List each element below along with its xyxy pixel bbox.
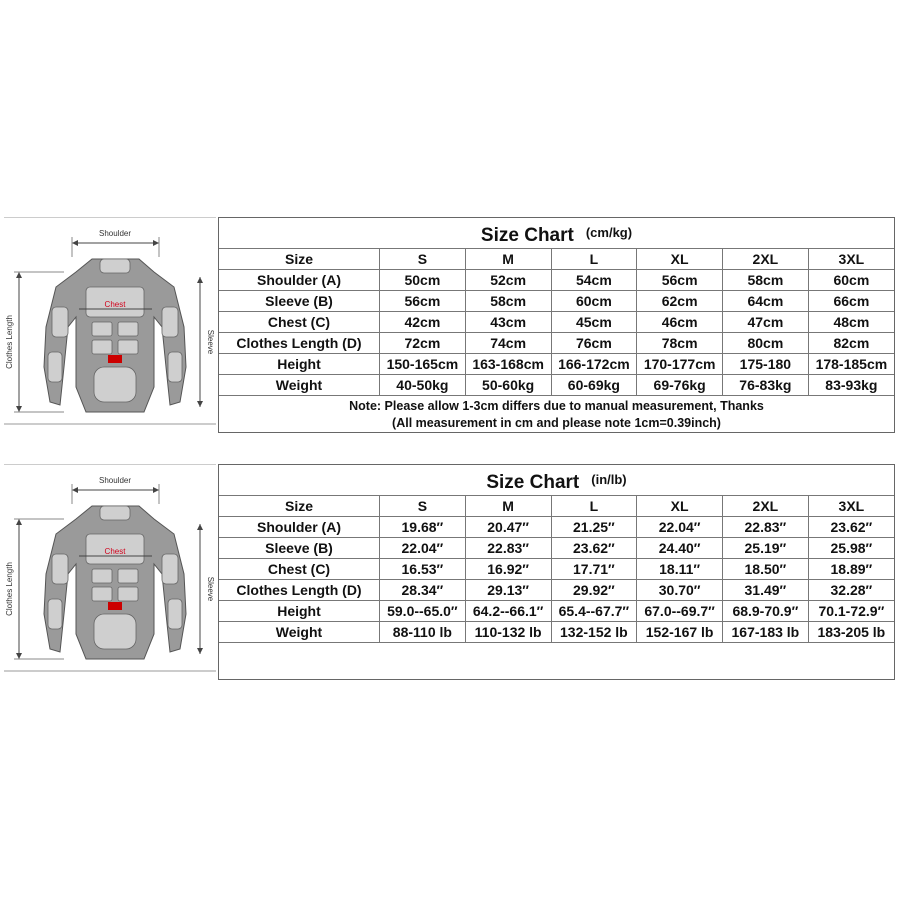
size-block-cm bbox=[0, 213, 900, 435]
chart-title-row bbox=[219, 465, 894, 495]
table-cell: 29.13″ bbox=[465, 580, 551, 601]
jacket-figure-cm bbox=[4, 217, 216, 429]
table-cell: 62cm bbox=[637, 291, 723, 312]
header-cell: Size bbox=[219, 496, 380, 517]
note-line-1: Note: Please allow 1-3cm differs due to manual measurement, Thanks bbox=[349, 399, 764, 413]
logo-badge bbox=[108, 602, 122, 610]
row-label: Shoulder (A) bbox=[219, 517, 380, 538]
header-cell: L bbox=[551, 249, 637, 270]
chart-title: Size Chart bbox=[486, 472, 580, 493]
size-chart-in bbox=[218, 464, 895, 680]
table-row bbox=[219, 333, 894, 354]
table-cell: 58cm bbox=[465, 291, 551, 312]
table-cell: 82cm bbox=[808, 333, 894, 354]
table-cell: 42cm bbox=[380, 312, 466, 333]
table-cell: 69-76kg bbox=[637, 375, 723, 396]
table-row bbox=[219, 270, 894, 291]
row-label: Height bbox=[219, 601, 380, 622]
table-cell: 25.98″ bbox=[808, 538, 894, 559]
table-cell: 170-177cm bbox=[637, 354, 723, 375]
table-cell: 166-172cm bbox=[551, 354, 637, 375]
table-cell: 30.70″ bbox=[637, 580, 723, 601]
table-cell: 17.71″ bbox=[551, 559, 637, 580]
table-cell: 175-180 bbox=[723, 354, 809, 375]
size-table-in bbox=[219, 495, 894, 643]
table-cell: 67.0--69.7″ bbox=[637, 601, 723, 622]
jacket-measurement-diagram bbox=[4, 217, 216, 429]
table-row bbox=[219, 559, 894, 580]
header-cell: M bbox=[465, 249, 551, 270]
table-cell: 46cm bbox=[637, 312, 723, 333]
table-cell: 18.50″ bbox=[723, 559, 809, 580]
chart-unit: (in/lb) bbox=[591, 472, 627, 487]
table-cell: 54cm bbox=[551, 270, 637, 291]
table-row bbox=[219, 354, 894, 375]
table-cell: 76-83kg bbox=[723, 375, 809, 396]
table-cell: 23.62″ bbox=[808, 517, 894, 538]
row-label: Height bbox=[219, 354, 380, 375]
table-cell: 20.47″ bbox=[465, 517, 551, 538]
row-label: Weight bbox=[219, 375, 380, 396]
jacket-figure-in bbox=[4, 464, 216, 676]
header-cell: S bbox=[380, 496, 466, 517]
table-cell: 29.92″ bbox=[551, 580, 637, 601]
row-label: Sleeve (B) bbox=[219, 291, 380, 312]
table-cell: 52cm bbox=[465, 270, 551, 291]
table-cell: 59.0--65.0″ bbox=[380, 601, 466, 622]
header-cell: 3XL bbox=[808, 249, 894, 270]
table-cell: 60-69kg bbox=[551, 375, 637, 396]
table-cell: 65.4--67.7″ bbox=[551, 601, 637, 622]
shoulder-label: Shoulder bbox=[98, 476, 132, 485]
table-cell: 28.34″ bbox=[380, 580, 466, 601]
chart-unit: (cm/kg) bbox=[585, 225, 633, 240]
table-cell: 60cm bbox=[551, 291, 637, 312]
chart-title-row bbox=[219, 218, 894, 248]
table-row bbox=[219, 622, 894, 643]
table-cell: 64cm bbox=[723, 291, 809, 312]
table-cell: 110-132 lb bbox=[465, 622, 551, 643]
row-label: Clothes Length (D) bbox=[219, 333, 380, 354]
row-label: Weight bbox=[219, 622, 380, 643]
table-row bbox=[219, 580, 894, 601]
table-row bbox=[219, 601, 894, 622]
chest-label: Chest bbox=[104, 300, 126, 309]
table-cell: 50-60kg bbox=[465, 375, 551, 396]
table-cell: 25.19″ bbox=[723, 538, 809, 559]
table-cell: 70.1-72.9″ bbox=[808, 601, 894, 622]
table-cell: 72cm bbox=[380, 333, 466, 354]
size-chart-cm bbox=[218, 217, 895, 433]
note-line-2: (All measurement in cm and please note 1cm=0.39inch) bbox=[392, 416, 721, 430]
table-cell: 183-205 lb bbox=[808, 622, 894, 643]
table-cell: 45cm bbox=[551, 312, 637, 333]
table-cell: 152-167 lb bbox=[637, 622, 723, 643]
table-cell: 64.2--66.1″ bbox=[465, 601, 551, 622]
table-cell: 22.83″ bbox=[723, 517, 809, 538]
table-cell: 19.68″ bbox=[380, 517, 466, 538]
header-cell: 3XL bbox=[808, 496, 894, 517]
table-cell: 163-168cm bbox=[465, 354, 551, 375]
table-cell: 22.83″ bbox=[465, 538, 551, 559]
table-cell: 56cm bbox=[637, 270, 723, 291]
table-cell: 43cm bbox=[465, 312, 551, 333]
table-row bbox=[219, 517, 894, 538]
table-cell: 88-110 lb bbox=[380, 622, 466, 643]
table-cell: 31.49″ bbox=[723, 580, 809, 601]
header-cell: 2XL bbox=[723, 249, 809, 270]
length-label: Clothes Length bbox=[5, 562, 14, 616]
table-cell: 167-183 lb bbox=[723, 622, 809, 643]
table-cell: 132-152 lb bbox=[551, 622, 637, 643]
header-cell: S bbox=[380, 249, 466, 270]
table-cell: 150-165cm bbox=[380, 354, 466, 375]
table-header-row bbox=[219, 496, 894, 517]
size-block-in bbox=[0, 460, 900, 682]
table-cell: 178-185cm bbox=[808, 354, 894, 375]
table-cell: 48cm bbox=[808, 312, 894, 333]
table-cell: 56cm bbox=[380, 291, 466, 312]
table-cell: 21.25″ bbox=[551, 517, 637, 538]
header-cell: L bbox=[551, 496, 637, 517]
table-cell: 76cm bbox=[551, 333, 637, 354]
jacket-measurement-diagram bbox=[4, 464, 216, 676]
row-label: Shoulder (A) bbox=[219, 270, 380, 291]
table-cell: 18.89″ bbox=[808, 559, 894, 580]
header-cell: XL bbox=[637, 496, 723, 517]
header-cell: M bbox=[465, 496, 551, 517]
table-cell: 83-93kg bbox=[808, 375, 894, 396]
table-cell: 66cm bbox=[808, 291, 894, 312]
table-row bbox=[219, 291, 894, 312]
table-row bbox=[219, 375, 894, 396]
table-cell: 47cm bbox=[723, 312, 809, 333]
shoulder-label: Shoulder bbox=[98, 229, 132, 238]
table-row bbox=[219, 538, 894, 559]
header-cell: 2XL bbox=[723, 496, 809, 517]
sleeve-label: Sleeve bbox=[206, 329, 215, 355]
table-cell: 16.53″ bbox=[380, 559, 466, 580]
row-label: Clothes Length (D) bbox=[219, 580, 380, 601]
logo-badge bbox=[108, 355, 122, 363]
table-cell: 68.9-70.9″ bbox=[723, 601, 809, 622]
table-cell: 18.11″ bbox=[637, 559, 723, 580]
header-cell: XL bbox=[637, 249, 723, 270]
sleeve-label: Sleeve bbox=[206, 576, 215, 602]
chest-label: Chest bbox=[104, 547, 126, 556]
header-cell: Size bbox=[219, 249, 380, 270]
row-label: Chest (C) bbox=[219, 312, 380, 333]
table-cell: 80cm bbox=[723, 333, 809, 354]
table-row bbox=[219, 312, 894, 333]
row-label: Chest (C) bbox=[219, 559, 380, 580]
table-cell: 24.40″ bbox=[637, 538, 723, 559]
table-cell: 23.62″ bbox=[551, 538, 637, 559]
row-label: Sleeve (B) bbox=[219, 538, 380, 559]
table-cell: 50cm bbox=[380, 270, 466, 291]
table-cell: 74cm bbox=[465, 333, 551, 354]
table-cell: 22.04″ bbox=[380, 538, 466, 559]
length-label: Clothes Length bbox=[5, 315, 14, 369]
table-cell: 58cm bbox=[723, 270, 809, 291]
table-cell: 78cm bbox=[637, 333, 723, 354]
measurement-note bbox=[219, 396, 894, 432]
table-cell: 16.92″ bbox=[465, 559, 551, 580]
table-cell: 60cm bbox=[808, 270, 894, 291]
table-cell: 40-50kg bbox=[380, 375, 466, 396]
table-cell: 22.04″ bbox=[637, 517, 723, 538]
table-cell: 32.28″ bbox=[808, 580, 894, 601]
chart-title: Size Chart bbox=[480, 225, 574, 246]
table-header-row bbox=[219, 249, 894, 270]
size-table-cm bbox=[219, 248, 894, 396]
